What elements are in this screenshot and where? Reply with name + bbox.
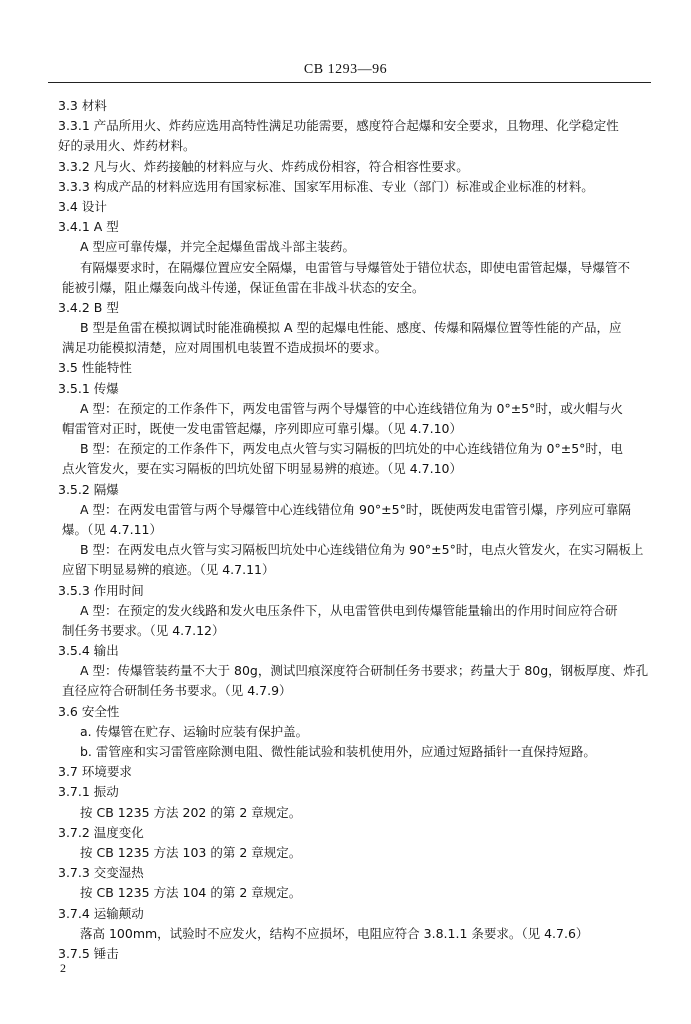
paragraph-line: B 型：在两发电点火管与实习隔板凹坑处中心连线错位角为 90°±5°时，电点火管发火，在实习隔板上: [80, 542, 644, 558]
paragraph-line: 按 CB 1235 方法 104 的第 2 章规定。: [80, 885, 302, 901]
paragraph-line: 直径应符合研制任务书要求。（见 4.7.9）: [62, 683, 292, 699]
section-heading: 3.7 环境要求: [58, 764, 132, 780]
subsection-heading: 3.5.4 输出: [58, 643, 119, 659]
paragraph-line: 按 CB 1235 方法 202 的第 2 章规定。: [80, 804, 302, 820]
paragraph-line: 3.3.2 凡与火、炸药接触的材料应与火、炸药成份相容，符合相容性要求。: [58, 158, 469, 174]
subsection-heading: 3.7.4 运输颠动: [58, 905, 144, 921]
standard-number: CB 1293—96: [303, 62, 388, 77]
subsection-heading: 3.7.3 交变湿热: [58, 865, 144, 881]
paragraph-line: 满足功能模拟清楚，应对周围机电装置不造成损坏的要求。: [62, 340, 388, 356]
paragraph-line: 落高 100mm，试验时不应发火，结构不应损坏，电阻应符合 3.8.1.1 条要求。（见 4.7.6）: [80, 925, 589, 941]
paragraph-line: 3.3.1 产品所用火、炸药应选用高特性满足功能需要，感度符合起爆和安全要求，且物理、化学稳定性: [58, 118, 619, 134]
paragraph-line: 能被引爆，阻止爆轰向战斗传递，保证鱼雷在非战斗状态的安全。: [62, 279, 425, 295]
subsection-heading: 3.7.1 振动: [58, 784, 119, 800]
subsection-heading: 3.5.1 传爆: [58, 380, 119, 396]
paragraph-line: A 型：在预定的发火线路和发火电压条件下，从电雷管供电到传爆管能量输出的作用时间应符合研: [80, 602, 618, 618]
paragraph-line: 点火管发火，要在实习隔板的凹坑处留下明显易辨的痕迹。（见 4.7.10）: [62, 461, 462, 477]
paragraph-line: B 型是鱼雷在模拟调试时能准确模拟 A 型的起爆电性能、感度、传爆和隔爆位置等性能的产品，应: [80, 320, 622, 336]
header-rule: [48, 82, 651, 83]
list-item: b. 雷管座和实习雷管座除测电阻、微性能试验和装机使用外，应通过短路插针一直保持短路。: [80, 744, 596, 759]
section-heading: 3.3 材料: [58, 98, 107, 113]
paragraph-line: 按 CB 1235 方法 103 的第 2 章规定。: [80, 844, 302, 860]
document-body: [58, 96, 658, 964]
paragraph-line: 3.3.3 构成产品的材料应选用有国家标准、国家军用标准、专业（部门）标准或企业标准的材料。: [58, 178, 594, 194]
subsection-heading: 3.4.1 A 型: [58, 219, 119, 235]
paragraph-line: 好的录用火、炸药材料。: [58, 138, 196, 154]
subsection-heading: 3.7.2 温度变化: [58, 824, 144, 840]
paragraph-line: 帽雷管对正时，既使一发电雷管起爆，序列即应可靠引爆。（见 4.7.10）: [62, 421, 462, 436]
paragraph-line: 有隔爆要求时，在隔爆位置应安全隔爆，电雷管与导爆管处于错位状态，即使电雷管起爆，导爆管不: [80, 259, 631, 275]
page-header: [0, 62, 691, 86]
section-heading: 3.6 安全性: [58, 703, 120, 719]
subsection-heading: 3.7.5 锤击: [58, 945, 119, 961]
paragraph-line: A 型：传爆管装药量不大于 80g，测试凹痕深度符合研制任务书要求；药量大于 80g，钢板厚度、炸孔: [80, 663, 649, 679]
paragraph-line: A 型：在预定的工作条件下，两发电雷管与两个导爆管的中心连线错位角为 0°±5°时，或火帽与火: [80, 400, 623, 416]
list-item: a. 传爆管在贮存、运输时应装有保护盖。: [80, 723, 309, 739]
subsection-heading: 3.5.3 作用时间: [58, 582, 144, 598]
page-number: 2: [60, 961, 66, 975]
paragraph-line: A 型：在两发电雷管与两个导爆管中心连线错位角 90°±5°时，既使两发电雷管引爆，序列应可靠隔: [80, 501, 631, 517]
subsection-heading: 3.4.2 B 型: [58, 299, 119, 315]
paragraph-line: 制任务书要求。（见 4.7.12）: [62, 622, 225, 638]
section-heading: 3.5 性能特性: [58, 360, 132, 376]
section-heading: 3.4 设计: [58, 198, 107, 214]
paragraph-line: 应留下明显易辨的痕迹。（见 4.7.11）: [62, 562, 275, 578]
paragraph-line: 爆。（见 4.7.11）: [62, 521, 162, 537]
paragraph-line: B 型：在预定的工作条件下，两发电点火管与实习隔板的凹坑处的中心连线错位角为 0°±5°时，电: [80, 441, 623, 457]
subsection-heading: 3.5.2 隔爆: [58, 481, 119, 497]
paragraph-line: A 型应可靠传爆，并完全起爆鱼雷战斗部主装药。: [80, 239, 356, 255]
